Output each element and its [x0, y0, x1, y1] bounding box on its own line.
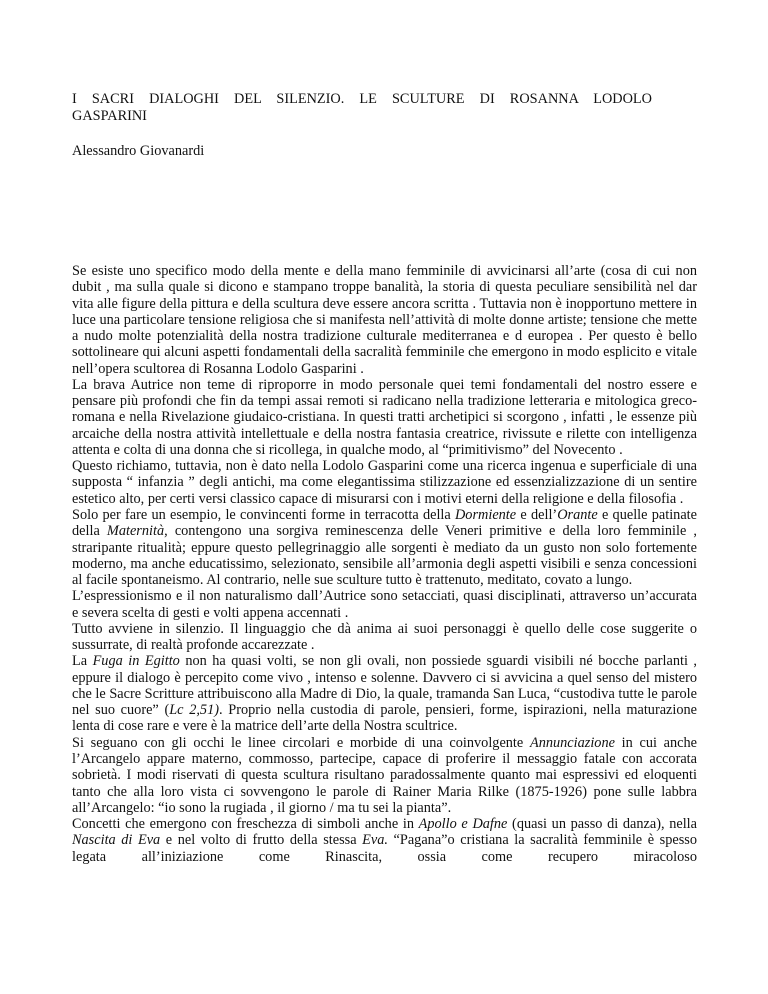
text-segment: Questo richiamo, tuttavia, non è dato nella Lodolo Gasparini come una ricerca ingenua e superficiale di una supposta “ infanzia ” degli antichi, ma come elegantissima stilizzazione ed essenzializzazione di un sentire estetico alto, per certi versi classico capace di misurarsi con i motivi eterni della religione e della filosofia .: [72, 458, 697, 507]
document-title: I SACRI DIALOGHI DEL SILENZIO. LE SCULTURE DI ROSANNA LODOLO GASPARINI: [72, 91, 652, 124]
text-segment: La brava Autrice non teme di riproporre in modo personale quei temi fondamentali del nostro essere e pensare più profondi che fin da tempi assai remoti si radicano nella tradizione letteraria e mitologica greco-romana e nella Rivelazione giudaico-cristiana. In questi tratti archetipici si scorgono , infatti , le essenze più arcaiche della nostra attività intellettuale e della nostra fantasia creatrice, rivissute e rilette con intelligenza attenta e colta di una donna che si ricollega, in qualche modo, al “primitivismo” del Novecento .: [72, 376, 697, 458]
document-author: Alessandro Giovanardi: [72, 143, 205, 159]
text-segment: Si seguano con gli occhi le linee circolari e morbide di una coinvolgente: [72, 734, 530, 751]
text-segment: non ha quasi volti, se non gli ovali, non possiede sguardi visibili né bocche parlanti , eppure il dialogo è percepito come vivo , intenso e solenne. Davvero ci si avvicina a quel senso del mistero che le Sacre Scritture attribuiscono alla Madre di Dio, la quale, tramanda San Luca, “custodiva tutte le parole nel suo cuore” (: [72, 653, 697, 719]
text-segment: e nel volto di frutto della stessa: [160, 832, 363, 849]
text-segment: Solo per fare un esempio, le convincenti forme in terracotta della: [72, 506, 455, 523]
text-segment: Tutto avviene in silenzio. Il linguaggio che dà anima ai suoi personaggi è quello delle cose suggerite o sussurrate, di realtà profonde accarezzate .: [72, 620, 697, 654]
italic-text: Fuga in Egitto: [92, 653, 180, 670]
paragraph: [72, 263, 697, 377]
text-segment: La: [72, 653, 93, 670]
text-segment: e quelle patinate della: [72, 506, 697, 540]
paragraph: [72, 621, 697, 654]
document-body: [72, 263, 697, 865]
text-segment: in cui anche l’Arcangelo appare materno, commosso, partecipe, capace di proferire il messaggio fatale con accorata sobrietà. I modi riservati di questa scultura risultano paradossalmente quanto mai espressivi ed eloquenti tanto che alla loro vista ci sovvengono le parole di Rainer Maria Rilke (1875-1926) pone sulle labbra all’Arcangelo: “io sono la rugiada , il giorno / ma tu sei la pianta”.: [72, 734, 697, 816]
paragraph: [72, 588, 697, 621]
paragraph: [72, 735, 697, 816]
text-segment: . Proprio nella custodia di parole, pensieri, forme, ispirazioni, nella maturazione lenta di cose rare e vere è la matrice dell’arte della Nostra scultrice.: [72, 702, 698, 735]
text-segment: , contengono una sorgiva reminescenza delle Veneri primitive e della loro femminile , straripante ritualità; eppure questo pellegrinaggio alle sorgenti è mediato da un gusto non solo fortemente moderno, ma anche educatissimo, selezionato, sensibile all’armonia degli aspetti visibili e senza concessioni al facile spontaneismo. Al contrario, nelle sue sculture tutto è trattenuto, meditato, covato a lungo.: [72, 523, 698, 589]
text-segment: L’espressionismo e il non naturalismo dall’Autrice sono setacciati, quasi disciplinati, attraverso un’accurata e severa scelta di gesti e volti appena accennati .: [72, 588, 697, 621]
paragraph: [72, 377, 697, 458]
italic-text: Lc 2,51): [169, 702, 219, 719]
text-segment: (quasi un passo di danza), nella: [507, 816, 697, 833]
paragraph: [72, 653, 697, 734]
italic-text: Apollo e Dafne: [418, 816, 508, 833]
italic-text: Nascita di Eva: [72, 832, 161, 849]
italic-text: Orante: [557, 506, 598, 523]
text-segment: e dell’: [516, 506, 558, 523]
italic-text: Maternità: [106, 523, 165, 540]
paragraph: [72, 458, 697, 507]
text-segment: Se esiste uno specifico modo della mente e della mano femminile di avvicinarsi all’arte (cosa di cui non dubit , ma sulla quale si dicono e stampano troppe banalità, la storia di questa peculiare sensibilità nel dar vita alle figure della pittura e della scultura deve essere ancora scritta . Tuttavia non è inopportuno mettere in luce una particolare tensione religiosa che si manifesta nell’attività di molte donne artiste; tensione che mette a nudo molte potenzialità della nostra tradizione culturale mediterranea e d europea . Per questo è bello sottolineare qui alcuni aspetti fondamentali della sacralità femminile che emergono in modo esplicito e vitale nell’opera scultorea di Rosanna Lodolo Gasparini .: [72, 263, 697, 377]
text-segment: Concetti che emergono con freschezza di simboli anche in: [72, 816, 419, 833]
paragraph: [72, 507, 697, 588]
italic-text: Eva.: [362, 832, 388, 849]
italic-text: Dormiente: [454, 506, 517, 523]
paragraph: [72, 816, 697, 865]
italic-text: Annunciazione: [529, 734, 615, 751]
text-segment: “Pagana”o cristiana la sacralità femminile è spesso legata all’iniziazione come Rinascita, ossia come recupero miracoloso: [72, 832, 697, 865]
